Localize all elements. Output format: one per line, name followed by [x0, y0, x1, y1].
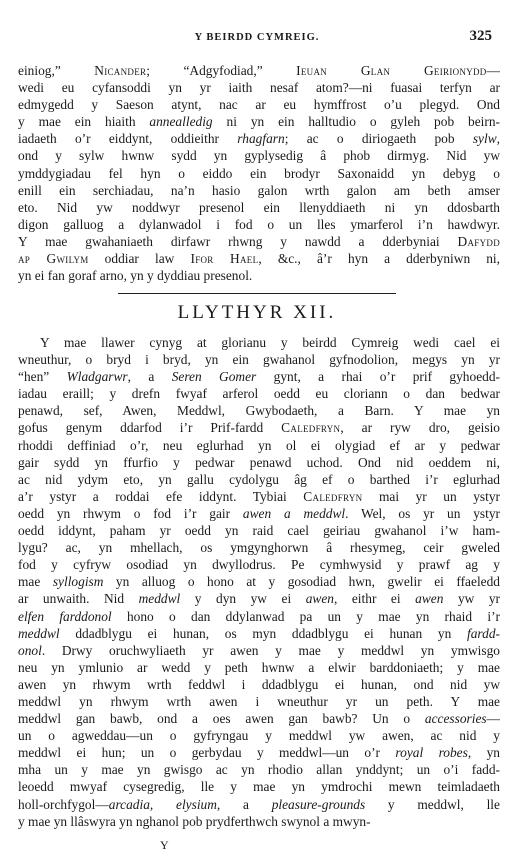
text-run: enill ein serchiadau, na’n hasio galon wrth galon am beth amser — [18, 182, 500, 198]
small-caps-name: Caledfryn — [303, 488, 363, 504]
italic-run: sylw — [472, 131, 497, 147]
text-run: mai yr un ystyr — [362, 488, 500, 504]
catchword: Y — [160, 838, 169, 852]
text-run: wneuthur, o bryd i bryd, yn ein gwahanol gyfnodolion, megys yn yr — [18, 352, 500, 368]
text-run: gynt, a rhai o’r prif gyhoedd- — [256, 369, 500, 385]
text-line — [18, 165, 500, 182]
italic-run: Wladgarwr — [66, 369, 128, 385]
italic-run: syllogism — [52, 574, 104, 590]
small-caps-name: Ifor Hael — [190, 251, 259, 267]
text-run: holl-orchfygol— — [18, 796, 109, 812]
paragraph-1 — [18, 62, 500, 284]
text-run: fod y cyfryw osodiad yn dwyllodrus. Pe cymhwysid y prawf ag y — [18, 557, 500, 573]
text-run: meddwl ei hun; un o gerbydau y meddwl—un o’r — [18, 745, 396, 761]
text-run: ar unwaith. Nid — [18, 591, 139, 607]
text-line — [18, 778, 500, 795]
section-divider — [118, 293, 396, 294]
text-line — [18, 385, 500, 402]
text-run: iadau eraill; y drefn fwyaf arferol oedd eu cloriann o dan bedwar — [18, 386, 500, 402]
text-run: iadaeth o’r eiddynt, oddieithr — [18, 131, 238, 147]
small-caps-name: ap Gwilym — [18, 251, 89, 267]
italic-run: onol — [18, 642, 42, 658]
italic-run: awen a meddwl — [242, 505, 346, 521]
text-run: oddiar law — [88, 251, 191, 267]
text-run: gofus genym ddarfod i’r Prif-fardd — [18, 420, 282, 436]
text-run: awen yn rhwym wrth feddwl i ddadblygu ei hunan, ond nid yw — [18, 676, 500, 692]
italic-run: awen — [415, 591, 444, 607]
italic-run: arcadia, elysium — [108, 796, 217, 812]
italic-run: meddwl — [18, 625, 60, 641]
text-run: hono o dan ddylanwad pa un y mae yn rhaid i’r — [111, 608, 500, 624]
italic-run: fardd- — [467, 625, 500, 641]
text-line — [18, 267, 500, 284]
text-run: oedd iddynt, paham yr oedd yn raid cael geiriau gwahanol i’w ham- — [18, 523, 500, 539]
text-run: — — [486, 711, 500, 727]
running-head: Y BEIRDD CYMREIG. — [194, 32, 320, 43]
text-line — [18, 710, 500, 727]
text-line — [18, 62, 500, 79]
text-run: y mae ein hiaith — [18, 114, 150, 130]
text-line — [18, 813, 500, 830]
text-line — [18, 659, 500, 676]
text-line — [18, 147, 500, 164]
text-run: meddwl gan bawb, ond a oes awen gan bawb? Un o — [18, 711, 425, 727]
text-line — [18, 216, 500, 233]
text-run: yn alluog o hono at y gosodiad hwn, gwelir ei ffaeledd — [103, 574, 500, 590]
text-line — [18, 573, 500, 590]
text-run: ymddygiadau fel hyn o eiddo ein brodyr Saxonaidd yn debyg o — [18, 165, 500, 181]
text-line — [18, 590, 500, 607]
text-run: meddwl yn rhwym wrth awen i wneuthur yr un peth. Y mae — [18, 693, 500, 709]
text-line — [18, 199, 500, 216]
text-run: ; ac o diriogaeth pob — [284, 131, 473, 147]
text-run: neu yn ymlunio ar wedd y peth hwnw a elwir barddoniaeth; y mae — [18, 659, 500, 675]
text-run: mae — [18, 574, 53, 590]
italic-run: pleasure-grounds — [271, 796, 366, 812]
text-line — [18, 693, 500, 710]
text-line — [18, 761, 500, 778]
small-caps-name: Caledfryn — [281, 420, 341, 436]
text-run: . Wel, os yr un ystyr — [345, 505, 500, 521]
text-run: Y mae llawer cynyg at glorianu y beirdd Cymreig wedi cael ei — [40, 335, 500, 350]
text-run: y dyn yw ei — [180, 591, 306, 607]
text-run: ac nid ydym eto, yn gallu cydolygu âg ef o barthed i’r eglurhad — [18, 471, 500, 487]
italic-run: meddwl — [138, 591, 181, 607]
italic-run: royal robes — [395, 745, 468, 761]
page-header — [18, 28, 496, 48]
text-line — [18, 608, 500, 625]
text-line — [18, 182, 500, 199]
text-run: “hen” — [18, 369, 67, 385]
text-line — [18, 233, 500, 250]
text-run: , a — [127, 369, 172, 385]
italic-run: Seren Gomer — [171, 369, 257, 385]
text-line — [18, 556, 500, 573]
text-line — [18, 368, 500, 385]
text-run: yw yr — [443, 591, 500, 607]
small-caps-name: Ieuan Glan Geirionydd — [296, 63, 487, 78]
page-number: 325 — [469, 28, 492, 44]
paragraph-2 — [18, 334, 500, 830]
text-run: . Drwy oruchwyliaeth yr awen y mae y meddwl yn ymwisgo — [41, 642, 500, 658]
text-run: Y mae gwahaniaeth dirfawr rhwng y nawdd a dderbyniai — [18, 233, 458, 249]
text-run: , yn — [467, 745, 500, 761]
text-line — [18, 796, 500, 813]
text-line — [18, 113, 500, 130]
text-run: edmygedd y Saeson atynt, nac ar eu hymffrost o’u plegyd. Ond — [18, 97, 500, 113]
italic-run: awen — [305, 591, 334, 607]
italic-run: elfen farddonol — [18, 608, 112, 624]
text-run: penawd, sef, Awen, Meddwl, Gwybodaeth, a Barn. Y mae yn — [18, 403, 500, 419]
text-run: mha un y mae yn gwisgo ac yn rhodio allan ynddynt; un o’i fadd- — [18, 762, 500, 778]
text-line — [18, 471, 500, 488]
text-line — [18, 539, 500, 556]
text-line — [18, 351, 500, 368]
text-line — [18, 727, 500, 744]
text-line — [18, 130, 500, 147]
text-line — [18, 79, 500, 96]
text-run: wedi eu cyfansoddi yn yr iaith nesaf atom?—ni fuasai terfyn ar — [18, 80, 500, 96]
text-run: eto. Nid yw noddwyr presenol ein llenyddiaeth ni yn ddosbarth — [18, 199, 500, 215]
text-run: y mae yn llâswyra yn nghanol pob prydferthwch swynol a mwyn- — [18, 813, 371, 829]
text-run: lygu? ac, yn mhellach, os ymgynghorwn â rhesymeg, ceir gweled — [18, 540, 500, 556]
text-line — [18, 488, 500, 505]
italic-run: annealledig — [149, 114, 213, 130]
italic-run: accessories — [424, 711, 487, 727]
text-run: digon galluog a dylanwadol i fod o un lles ymarferol i’n hawdwyr. — [18, 216, 500, 232]
italic-run: rhagfarn — [237, 131, 285, 147]
text-run: ddadblygu ei hunan, os myn ddadblygu ei hunan yn — [59, 625, 468, 641]
small-caps-name: Nicander — [94, 63, 147, 78]
text-line — [18, 505, 500, 522]
text-run: rhoddi deffiniad o’r, neu eglurhad yn ol ei olygiad ef ar y pedwar — [18, 437, 500, 453]
text-line — [18, 676, 500, 693]
chapter-heading: LLYTHYR XII. — [177, 302, 337, 323]
text-line — [18, 454, 500, 471]
text-run: , &c., â’r hyn a dderbyniwn ni, — [258, 251, 500, 267]
text-run: einiog,” — [18, 63, 95, 78]
text-run: , — [496, 131, 500, 147]
text-run: ond y sylw hwnw sydd yn gyplysedig â phob dirmyg. Nid yw — [18, 148, 500, 164]
text-line — [18, 96, 500, 113]
text-line — [18, 334, 500, 351]
text-run: , ar ryw dro, geisio — [340, 420, 500, 436]
text-line — [18, 402, 500, 419]
text-run: gair sydd yn ffurfio y pedwar penawd uchod. Ond nid oeddem ni, — [18, 454, 500, 470]
text-run: , eithr ei — [333, 591, 416, 607]
text-run: y meddwl, lle — [365, 796, 500, 812]
text-line — [18, 522, 500, 539]
text-line — [18, 437, 500, 454]
text-run: oedd yn rhwym o fod i’r gair — [18, 505, 243, 521]
text-run: a’r ystyr a roddai efe iddynt. Tybiai — [18, 488, 304, 504]
text-run: ni yn ein halltudio o gyleh pob beirn- — [212, 114, 500, 130]
text-run: ; “Adgyfodiad,” — [146, 63, 297, 78]
text-run: yn ei fan goraf arno, yn y dyddiau presenol. — [18, 268, 253, 284]
text-run: leoedd mwyaf cysegredig, lle y mae yn ymdrochi mewn teimladaeth — [18, 779, 500, 795]
text-line — [18, 419, 500, 436]
text-run: un o agweddau—un o gyfryngau y meddwl yw awen, ac nid y — [18, 728, 500, 744]
text-run: , a — [216, 796, 272, 812]
text-line — [18, 744, 500, 761]
text-line — [18, 250, 500, 267]
text-line — [18, 625, 500, 642]
text-line — [18, 642, 500, 659]
text-run: — — [486, 63, 500, 78]
small-caps-name: Dafydd — [457, 233, 500, 249]
